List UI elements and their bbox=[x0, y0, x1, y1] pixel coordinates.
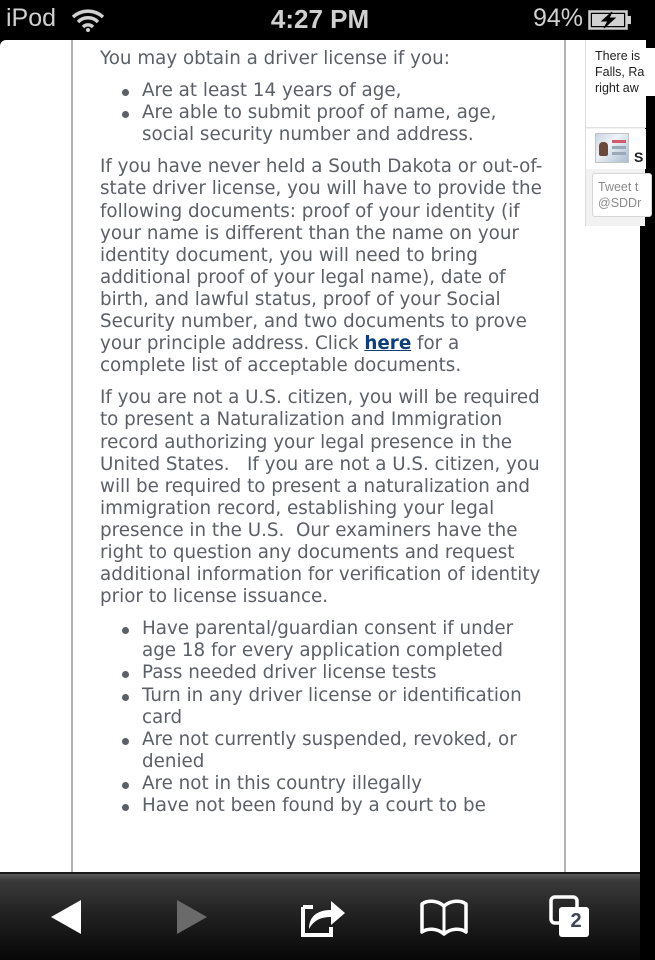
tweet-card[interactable] bbox=[586, 40, 646, 128]
profile-name: S bbox=[634, 149, 644, 165]
list-item: Pass needed driver license tests bbox=[142, 662, 550, 684]
license-thumbnail-image bbox=[595, 133, 629, 163]
web-view[interactable] bbox=[0, 40, 645, 872]
bookmarks-icon bbox=[419, 898, 469, 936]
citizenship-paragraph: If you are not a U.S. citizen, you will be required to present a Naturalization and Immigration record authorizing your legal presence in the United States. If you are not a U.S. citizen, you will be required to present a naturalization and immigration record, establishing your legal presence in the U.S. Our examiners have the right to question any documents and request additional information for verification of identity prior to license issuance. bbox=[100, 387, 547, 608]
back-arrow-icon bbox=[49, 898, 83, 936]
article-content bbox=[100, 48, 550, 827]
list-item: Turn in any driver license or identification card bbox=[142, 685, 550, 729]
list-item: Have parental/guardian consent if under age 18 for every application completed bbox=[142, 618, 550, 662]
documents-text-before: If you have never held a South Dakota or out-of-state driver license, you will have to provide the following documents: proof of your identity (if your name is different than the name on your identity document, you will need to bring additional proof of your legal name), date of birth, and lawful status, proof of your Social Security number, and two documents to prove your principle address. Click bbox=[100, 156, 543, 355]
clock: 4:27 PM bbox=[270, 4, 370, 34]
tweet-input[interactable]: Tweet t @SDDr bbox=[592, 173, 652, 217]
list-item: Are not in this country illegally bbox=[142, 773, 550, 795]
list-item: Are able to submit proof of name, age, social security number and address. bbox=[142, 102, 550, 146]
bookmarks-button[interactable] bbox=[414, 892, 474, 942]
acceptable-documents-link[interactable]: here bbox=[364, 333, 412, 355]
tabs-button[interactable] bbox=[541, 892, 601, 942]
share-icon bbox=[299, 897, 347, 937]
battery-percent: 94% bbox=[532, 4, 583, 32]
tabs-count: 2 bbox=[570, 910, 582, 932]
documents-text-after: for a complete list of acceptable documents. bbox=[100, 333, 462, 377]
battery-charging-icon bbox=[588, 10, 632, 30]
documents-paragraph bbox=[100, 156, 550, 377]
forward-arrow-icon bbox=[175, 898, 209, 936]
back-button[interactable] bbox=[36, 892, 96, 942]
additional-requirements-list bbox=[100, 618, 550, 817]
status-bar bbox=[0, 0, 640, 40]
list-item: Are not currently suspended, revoked, or denied bbox=[142, 729, 550, 773]
share-button[interactable] bbox=[293, 892, 353, 942]
requirements-list bbox=[100, 80, 550, 146]
forward-button[interactable] bbox=[162, 892, 222, 942]
intro-text: You may obtain a driver license if you: bbox=[100, 48, 450, 69]
list-item: Have not been found by a court to be bbox=[142, 795, 550, 817]
main-content-column bbox=[71, 40, 566, 872]
browser-toolbar bbox=[0, 872, 640, 960]
carrier-label: iPod bbox=[6, 4, 57, 32]
list-item: Are at least 14 years of age, bbox=[142, 80, 550, 102]
twitter-widget bbox=[585, 40, 645, 226]
tweet-text: There is Falls, Ra right aw bbox=[595, 48, 655, 96]
profile-row[interactable] bbox=[586, 129, 646, 169]
